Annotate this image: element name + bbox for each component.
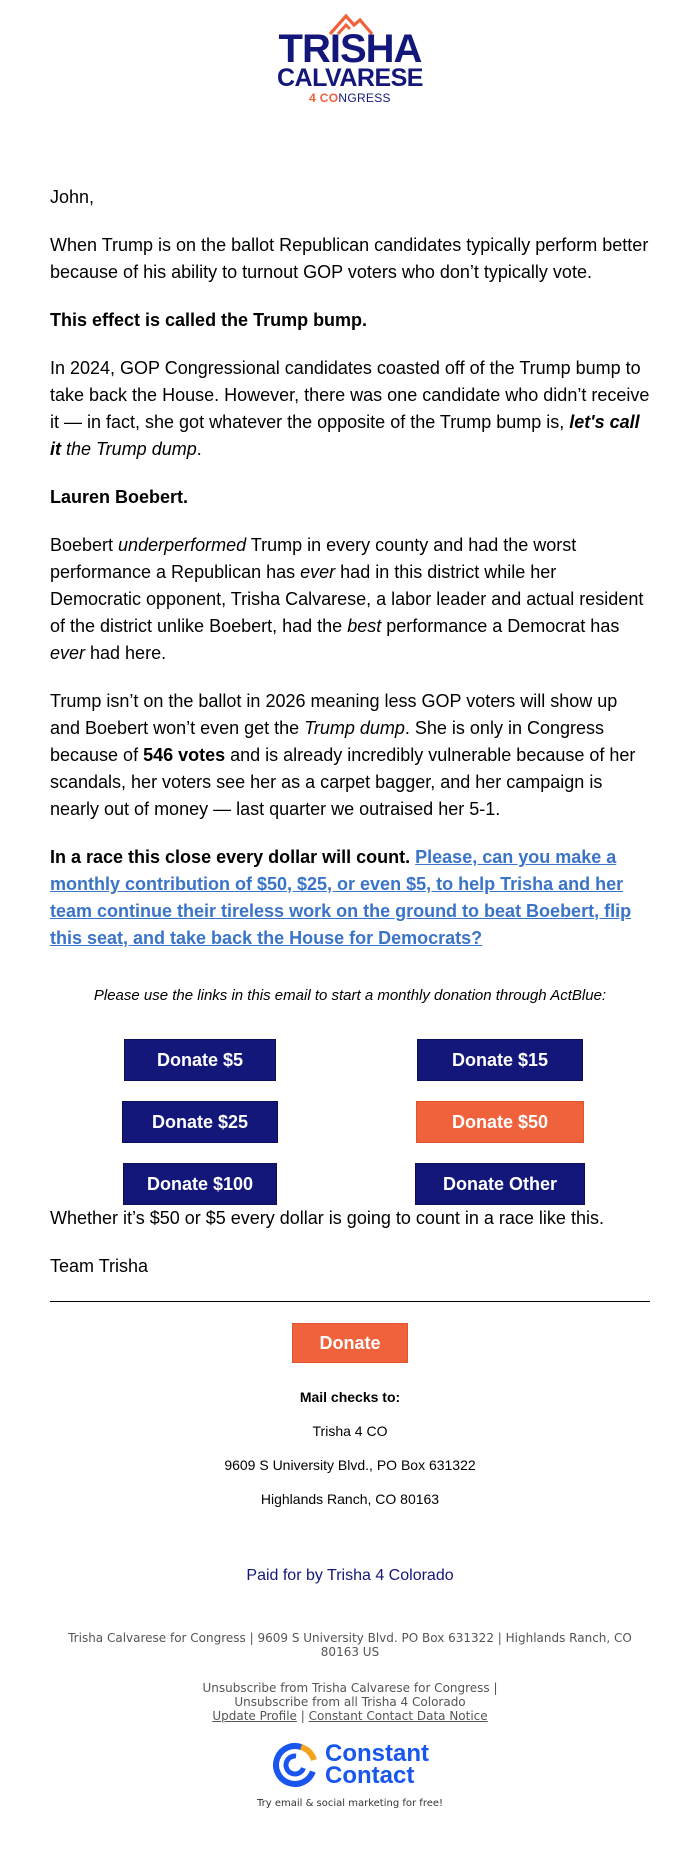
constant-contact-logo-icon: [271, 1741, 319, 1789]
p6-d: 546 votes: [143, 745, 226, 765]
logo-co: CO: [319, 91, 339, 105]
logo-name-line1: TRISHA: [278, 27, 422, 71]
p5-d: ever: [300, 562, 336, 582]
paragraph-7: [50, 844, 650, 952]
paid-for-disclaimer: Paid for by Trisha 4 Colorado: [246, 1567, 454, 1584]
signature: Team Trisha: [50, 1256, 149, 1276]
p6-e: and is already incredibly vulnerable because of her scandals, her voters see her as a carpet bagger, and her campaign is nearly out of money — last quarter we outraised her 5-1.: [50, 745, 636, 819]
cc-tagline: Try email & social marketing for free!: [256, 1798, 444, 1809]
cc-wordmark: [325, 1740, 429, 1789]
trump-bump-heading: This effect is called the Trump bump.: [50, 310, 368, 330]
p5-f: best: [347, 616, 382, 636]
logo-number: 4: [309, 91, 320, 105]
mail-checks-section: [0, 1389, 700, 1507]
actblue-note: Please use the links in this email to start a monthly donation through ActBlue:: [93, 987, 607, 1004]
logo-name-line2: CALVARESE: [277, 64, 423, 92]
campaign-logo: [0, 0, 700, 120]
p3-text: In 2024, GOP Congressional candidates coasted off of the Trump bump to take back the House. However, there was one candidate who didn’t receive it — in fact, she got whatever the opposite of the Trump bump is,: [50, 358, 650, 432]
cc-word-1: Constant: [325, 1740, 429, 1767]
p5-c: Trump in every county and had the worst performance a Republican has: [50, 535, 577, 582]
donate-cell: [50, 1101, 350, 1143]
mail-heading: Mail checks to:: [299, 1389, 401, 1405]
p7-bold: In a race this close every dollar will count.: [50, 847, 411, 867]
p5-e: had in this district while her Democratic opponent, Trisha Calvarese, a labor leader and actual resident of the district unlike Boebert, had the: [50, 562, 644, 636]
donate-50-button[interactable]: Donate $50: [416, 1101, 584, 1143]
boebert-heading: Lauren Boebert.: [50, 487, 189, 507]
donate-cell: [350, 1163, 650, 1205]
donate-100-button[interactable]: Donate $100: [123, 1163, 277, 1205]
paragraph-4: [50, 484, 650, 511]
divider: [50, 1301, 650, 1302]
closing-line: Whether it’s $50 or $5 every dollar is going to count in a race like this.: [50, 1208, 604, 1228]
donate-cell: [50, 1163, 350, 1205]
donate-cell: [50, 1039, 350, 1081]
unsubscribe-campaign-link[interactable]: Unsubscribe from Trisha Calvarese for Congress |: [202, 1681, 498, 1695]
donate-cell: [350, 1101, 650, 1143]
cc-word-2: Contact: [325, 1762, 415, 1789]
donate-button[interactable]: Donate: [292, 1323, 408, 1363]
p3-bold-italic: let's call it: [50, 412, 640, 459]
paragraph-5: [50, 532, 650, 667]
p5-g: performance a Democrat has: [381, 616, 620, 636]
p5-h: ever: [50, 643, 86, 663]
unsubscribe-all-link[interactable]: Unsubscribe from all Trisha 4 Colorado: [234, 1695, 466, 1709]
update-profile-link[interactable]: Update Profile: [212, 1709, 297, 1723]
cc-logo-row: [271, 1741, 429, 1789]
donate-cell: [350, 1039, 650, 1081]
mail-name: Trisha 4 CO: [312, 1423, 388, 1439]
p6-c: . She is only in Congress because of: [50, 718, 604, 765]
greeting: John,: [50, 187, 95, 207]
donate-25-button[interactable]: Donate $25: [122, 1101, 278, 1143]
donate-15-button[interactable]: Donate $15: [417, 1039, 583, 1081]
donate-main-wrap: [0, 1323, 700, 1363]
data-notice-link[interactable]: Constant Contact Data Notice: [308, 1709, 488, 1723]
monthly-contribution-link[interactable]: Please, can you make a monthly contribution of $50, $25, or even $5, to help Trisha and her team continue their tireless work on the ground to beat Boebert, flip this seat, and take back the House for Democrats?: [50, 847, 632, 948]
paragraph-1: When Trump is on the ballot Republican candidates typically perform better because of his ability to turnout GOP voters who don’t typically vote.: [50, 235, 649, 282]
p5-b: underperformed: [118, 535, 247, 555]
footer-address: Trisha Calvarese for Congress | 9609 S University Blvd. PO Box 631322 | Highlands Ranch, CO 80163 US: [68, 1631, 632, 1659]
logo-tagline: [0, 91, 700, 105]
donate-other-button[interactable]: Donate Other: [415, 1163, 585, 1205]
p3-italic-2: the Trump dump: [61, 439, 197, 459]
footer-separator: |: [296, 1709, 309, 1723]
donate-button-grid: [50, 1039, 650, 1205]
p3-end: .: [196, 439, 202, 459]
p6-a: Trump isn’t on the ballot in 2026 meaning less GOP voters will show up and Boebert won’t even get the: [50, 691, 618, 738]
paragraph-3: [50, 355, 650, 463]
constant-contact-badge[interactable]: [0, 1741, 700, 1809]
p5-i: had here.: [85, 643, 167, 663]
mail-street: 9609 S University Blvd., PO Box 631322: [224, 1457, 476, 1473]
p5-a: Boebert: [50, 535, 119, 555]
email-body: [0, 184, 700, 1280]
footer-unsubscribe: [0, 1681, 700, 1723]
logo-rest: NGRESS: [338, 91, 391, 105]
paragraph-2: [50, 307, 650, 334]
paragraph-6: [50, 688, 650, 823]
donate-5-button[interactable]: Donate $5: [124, 1039, 276, 1081]
p6-b: Trump dump: [304, 718, 405, 738]
mail-city: Highlands Ranch, CO 80163: [260, 1491, 440, 1507]
